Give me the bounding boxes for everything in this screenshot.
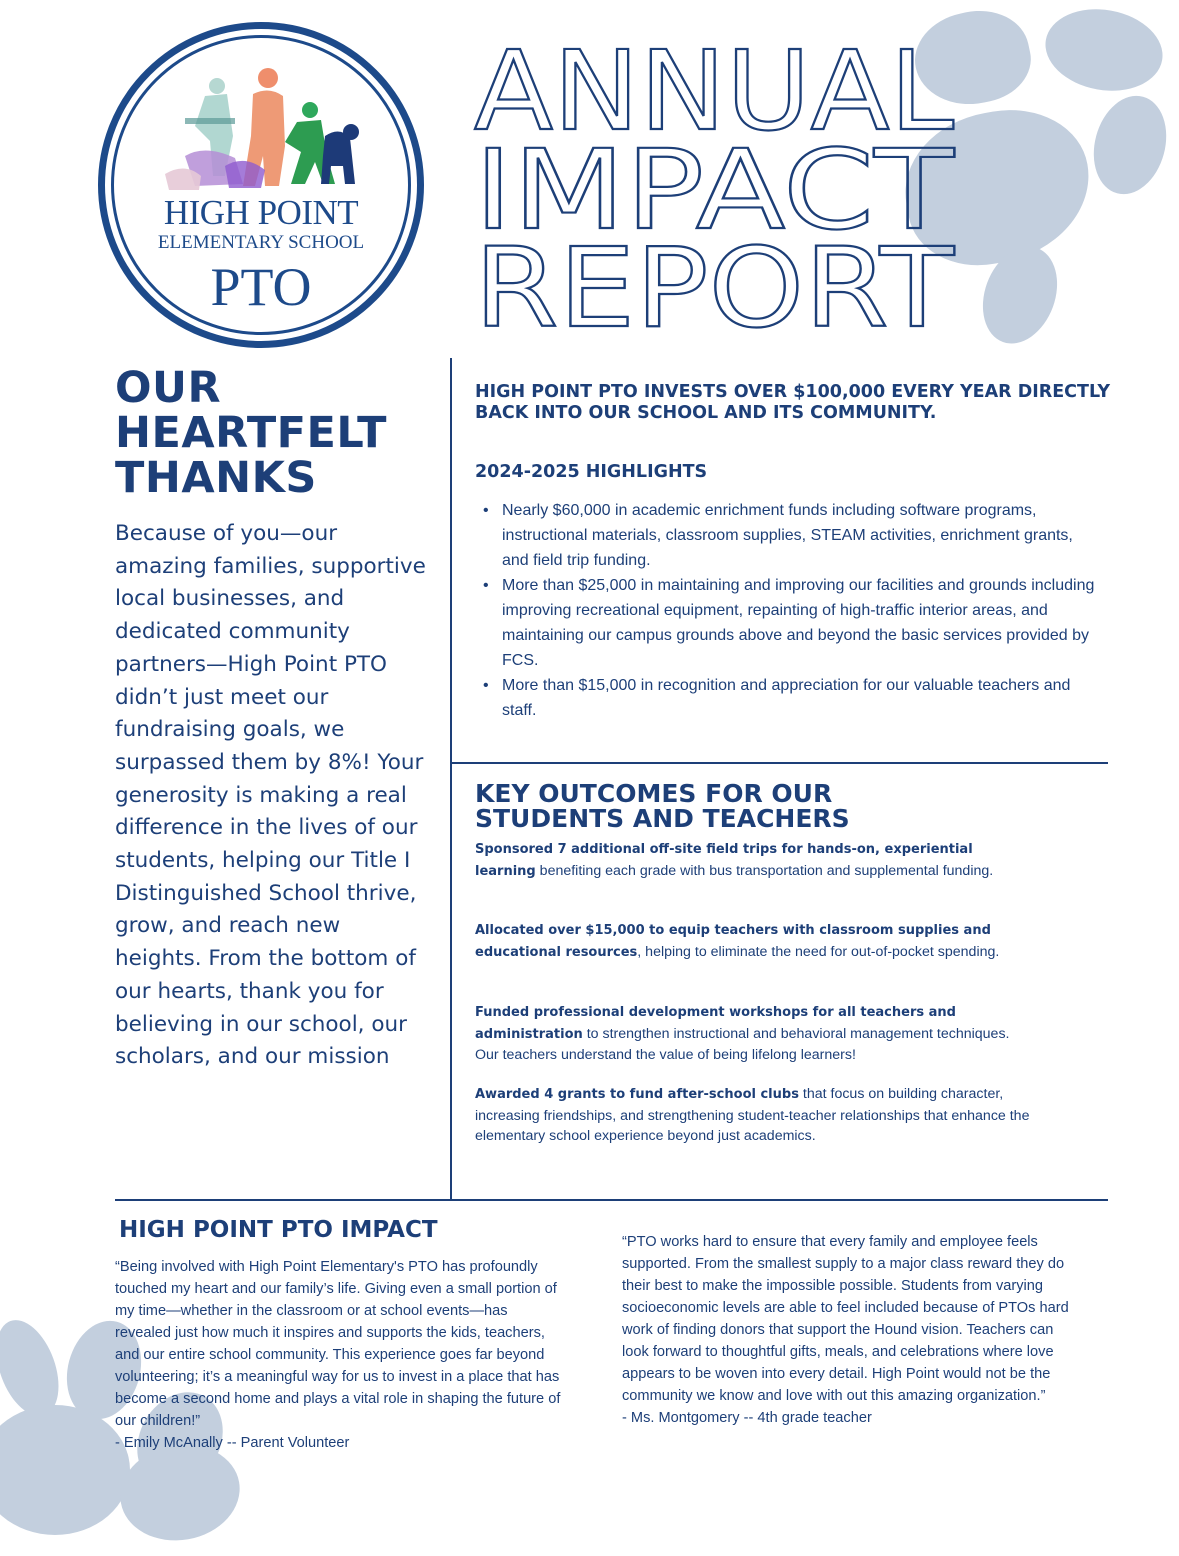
children-and-hound-silhouette-icon — [165, 66, 365, 196]
testimonial-quote: “Being involved with High Point Elementary's PTO has profoundly touched my heart and our family’s life. Giving even a small portion of my time—whether in the classroom or at school events—has revealed just how much it inspires and supports the kids, teachers, and our entire school community. This experience goes far beyond volunteering; it’s a meaningful way for us to invest in a place that has become a second home and plays a vital role in shaping the future of our children!” — [115, 1259, 561, 1429]
testimonial-attribution: - Emily McAnally -- Parent Volunteer — [115, 1435, 350, 1451]
testimonial-attribution: - Ms. Montgomery -- 4th grade teacher — [622, 1410, 872, 1426]
testimonial-parent — [115, 1256, 565, 1454]
logo-school-type: ELEMENTARY SCHOOL — [157, 232, 365, 253]
title-line-annual: ANNUAL — [474, 36, 954, 155]
thanks-heading-line-1: OUR — [115, 363, 222, 413]
horizontal-divider-middle — [451, 762, 1108, 764]
logo-school-name: HIGH POINT — [163, 193, 359, 232]
outcome-lead: Funded professional development workshops for all teachers and administration — [475, 1005, 956, 1042]
invest-heading: HIGH POINT PTO INVESTS OVER $100,000 EVERY YEAR DIRECTLY BACK INTO OUR SCHOOL AND ITS COMMUNITY. — [475, 382, 1111, 423]
highlights-heading: 2024-2025 HIGHLIGHTS — [475, 462, 708, 482]
highlight-item: • More than $15,000 in recognition and appreciation for our valuable teachers and staff. — [483, 673, 1103, 723]
outcome-detail: that focus on building character, increasing friendships, and strengthening student-teacher relationships that enhance the elementary school experience beyond just academics. — [475, 1086, 1030, 1144]
horizontal-divider-bottom — [115, 1199, 1108, 1201]
outcome-detail: benefiting each grade with bus transportation and supplemental funding. — [535, 862, 994, 879]
vertical-divider — [450, 358, 452, 1200]
outcome-detail: , helping to eliminate the need for out-of-pocket spending. — [637, 943, 1000, 960]
outcomes-heading — [475, 781, 1115, 831]
outcome-item — [475, 1084, 1035, 1147]
testimonial-quote: “PTO works hard to ensure that every family and employee feels supported. From the smallest supply to a major class reward they do their best to make the impossible possible. Students from varying socioeconomic levels are able to feel included because of PTOs hard work of finding donors that support the Hound vision. Teachers can look forward to thoughtful gifts, meals, and celebrations where love appears to be woven into every detail. High Point would not be the community we know and love with out this amazing organization.” — [622, 1234, 1069, 1404]
outcomes-heading-line-1: KEY OUTCOMES FOR OUR — [475, 779, 833, 808]
outcome-item — [475, 839, 1035, 882]
title-line-impact: IMPACT — [474, 126, 955, 254]
highlight-item: • Nearly $60,000 in academic enrichment funds including software programs, instructional materials, classroom supplies, STEAM activities, enrichment grants, and field trip funding. — [483, 498, 1103, 573]
title-line-report: REPORT — [474, 224, 955, 336]
highlights-list — [483, 498, 1103, 723]
outcome-item — [475, 920, 1035, 963]
highlight-item: • More than $25,000 in maintaining and improving our facilities and grounds including improving recreational equipment, repainting of high-traffic interior areas, and maintaining our campus grounds above and beyond the basic services provided by FCS. — [483, 573, 1103, 673]
thanks-heading-line-2: HEARTFELT — [115, 408, 388, 458]
outcome-detail: to strengthen instructional and behavioral management techniques. Our teachers understand the value of being lifelong learners! — [475, 1025, 1010, 1063]
thanks-heading-line-3: THANKS — [115, 453, 317, 503]
logo-pto: PTO — [210, 257, 312, 317]
outcomes-heading-line-2: STUDENTS AND TEACHERS — [475, 804, 850, 833]
outcome-lead: Awarded 4 grants to fund after-school clubs — [475, 1087, 799, 1102]
outcome-lead: Sponsored 7 additional off-site field trips for hands-on, experiential learning — [475, 842, 973, 879]
thanks-heading — [115, 363, 435, 503]
outcome-lead: Allocated over $15,000 to equip teachers with classroom supplies and educational resources — [475, 923, 991, 960]
report-title-outline — [472, 36, 1112, 336]
report-title — [472, 36, 1112, 336]
testimonial-teacher — [622, 1231, 1072, 1429]
outcome-item — [475, 1002, 1035, 1066]
thanks-body: Because of you—our amazing families, supportive local businesses, and dedicated community partners—High Point PTO didn’t just meet our fundraising goals, we surpassed them by 8%! Your generosity is making a real difference in the lives of our students, helping our Title I Distinguished School thrive, grow, and reach new heights. From the bottom of our hearts, thank you for believing in our school, our scholars, and our mission — [115, 521, 426, 1070]
impact-heading: HIGH POINT PTO IMPACT — [119, 1217, 438, 1243]
paw-pad-bottom — [0, 1405, 130, 1535]
